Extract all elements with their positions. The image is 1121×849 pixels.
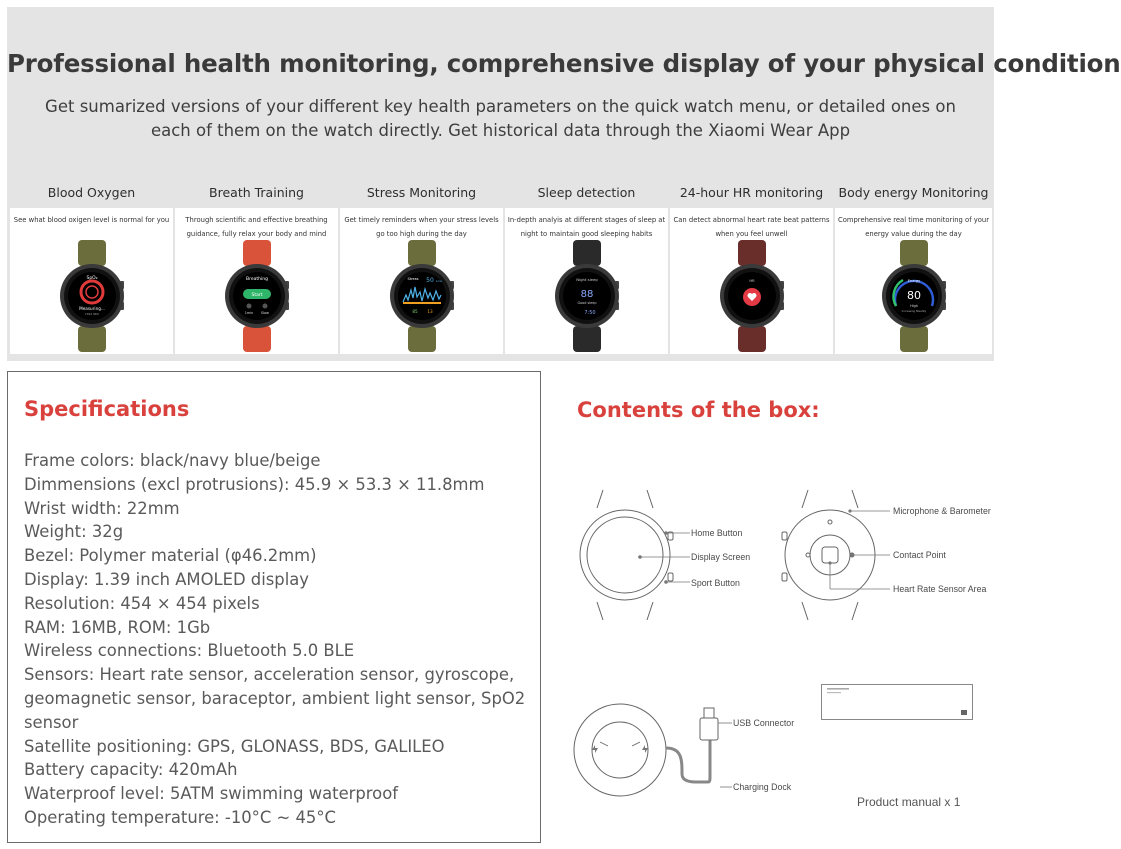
spec-item: Dimmensions (excl protrusions): 45.9 × 53.3 × 11.8mm bbox=[24, 474, 485, 494]
watch-image-blood-oxygen bbox=[57, 240, 127, 352]
feature-card-body bbox=[505, 208, 668, 354]
spec-item: Operating temperature: -10°C ~ 45°C bbox=[24, 807, 336, 827]
watch-screen-unit: High bbox=[909, 304, 918, 308]
label-microphone-barometer: Microphone & Barometer bbox=[893, 506, 991, 516]
label-contact-point: Contact Point bbox=[893, 550, 946, 560]
watch-screen-label: Stress bbox=[406, 277, 419, 281]
label-display-screen: Display Screen bbox=[691, 552, 751, 562]
spec-item: Satellite positioning: GPS, GLONASS, BDS, GALILEO bbox=[24, 736, 445, 756]
watch-image-breath-training bbox=[222, 240, 292, 352]
watch-screen-value: 80 bbox=[906, 289, 921, 302]
lightning-icon bbox=[592, 745, 598, 753]
watch-image-body-energy bbox=[879, 240, 949, 352]
spec-item: Wireless connections: Bluetooth 5.0 BLE bbox=[24, 641, 355, 661]
watch-screen-right: 13 bbox=[426, 309, 433, 314]
feature-card-description: Through scientific and effective breathing guidance, fully relax your body and mind bbox=[185, 216, 328, 238]
health-feature-cards bbox=[7, 184, 994, 360]
watch-screen-label: Night sleep bbox=[575, 277, 598, 282]
specifications-title: Specifications bbox=[24, 397, 190, 421]
watch-screen-sub: Increasing Steadily bbox=[901, 310, 926, 313]
lightning-icon bbox=[642, 745, 648, 753]
watch-screen-label: Energy bbox=[907, 279, 920, 283]
watch-screen-unit: Good sleep bbox=[576, 301, 597, 305]
watch-screen-unit: Low bbox=[435, 279, 442, 283]
feature-card-hr-monitoring bbox=[670, 184, 833, 354]
spec-item: Bezel: Polymer material (φ46.2mm) bbox=[24, 546, 317, 566]
feature-card-title: Body energy Monitoring bbox=[838, 185, 989, 200]
watch-screen-bottom: 7:50 bbox=[583, 310, 596, 316]
watch-screen-label: HR bbox=[748, 279, 755, 283]
spec-item: Waterproof level: 5ATM swimming waterproof bbox=[24, 784, 399, 804]
feature-card-sleep-detection bbox=[505, 184, 668, 354]
feature-card-description: Get timely reminders when your stress levels go too high during the day bbox=[344, 216, 499, 238]
watch-screen-label: Breathing bbox=[245, 277, 268, 282]
spec-item: Display: 1.39 inch AMOLED display bbox=[24, 569, 309, 589]
watch-screen-text: Measuring... bbox=[78, 306, 105, 311]
feature-card-body bbox=[670, 208, 833, 354]
box-contents-title: Contents of the box: bbox=[577, 398, 820, 422]
spec-item: Battery capacity: 420mAh bbox=[24, 760, 238, 780]
watch-screen-button: Start bbox=[251, 293, 262, 298]
watch-image-stress-monitoring bbox=[387, 240, 457, 352]
health-subhead: Get sumarized versions of your different key health parameters on the quick watch menu, or detailed ones on each of them on the watch directly. Get historical data through the Xiaomi Wear App bbox=[45, 97, 956, 140]
watch-screen-right: Slow bbox=[260, 311, 269, 315]
watch-screen-label: SpO₂ bbox=[85, 276, 98, 281]
watch-image-sleep-detection bbox=[552, 240, 622, 352]
label-charging-dock: Charging Dock bbox=[733, 782, 792, 792]
spec-item: Sensors: Heart rate sensor, acceleration sensor, gyroscope, geomagnetic sensor, baraceptor, ambient light sensor, SpO2 sensor bbox=[24, 665, 526, 732]
spec-item: Wrist width: 22mm bbox=[24, 498, 180, 518]
spec-item: Resolution: 454 × 454 pixels bbox=[24, 593, 260, 613]
watch-image-hr-monitoring bbox=[717, 240, 787, 352]
health-monitoring-panel bbox=[7, 7, 1121, 361]
feature-card-description: In-depth analyis at different stages of sleep at night to maintain good sleeping habits bbox=[507, 216, 666, 238]
feature-card-body bbox=[835, 208, 992, 354]
label-product-manual: Product manual x 1 bbox=[857, 795, 961, 809]
feature-card-stress-monitoring bbox=[340, 184, 503, 354]
feature-card-body bbox=[340, 208, 503, 354]
label-hr-sensor-area: Heart Rate Sensor Area bbox=[893, 584, 987, 594]
feature-card-blood-oxygen bbox=[10, 184, 173, 354]
back-callout-lines bbox=[850, 505, 894, 595]
feature-card-title: 24-hour HR monitoring bbox=[679, 185, 824, 200]
watch-screen-value: 50 bbox=[425, 277, 434, 284]
label-usb-connector: USB Connector bbox=[733, 718, 795, 728]
feature-card-description: See what blood oxigen level is normal for you bbox=[13, 216, 170, 224]
feature-card-description: Comprehensive real time monitoring of your energy value during the day bbox=[837, 216, 990, 238]
spec-item: RAM: 16MB, ROM: 1Gb bbox=[24, 617, 211, 637]
charging-dock-diagram bbox=[570, 700, 740, 800]
feature-card-breath-training bbox=[175, 184, 338, 354]
watch-screen-value: 88 bbox=[580, 289, 593, 300]
feature-card-title: Sleep detection bbox=[537, 185, 636, 200]
feature-card-title: Blood Oxygen bbox=[47, 185, 136, 200]
feature-card-body-energy bbox=[835, 184, 992, 354]
label-sport-button: Sport Button bbox=[691, 578, 740, 588]
watch-screen-sub: Hold Still bbox=[84, 312, 99, 316]
watch-screen-left: 85 bbox=[411, 309, 418, 314]
watch-screen-left: 1min bbox=[244, 311, 253, 315]
feature-card-title: Breath Training bbox=[209, 185, 304, 200]
specifications-list bbox=[24, 449, 529, 830]
health-headline: Professional health monitoring, comprehensive display of your physical condition bbox=[7, 49, 1121, 78]
spec-item: Weight: 32g bbox=[24, 522, 124, 542]
product-manual-diagram bbox=[821, 684, 973, 720]
feature-card-body bbox=[175, 208, 338, 354]
specifications-box bbox=[7, 371, 541, 843]
label-home-button: Home Button bbox=[691, 528, 743, 538]
feature-card-body bbox=[10, 208, 173, 354]
feature-card-title: Stress Monitoring bbox=[366, 185, 477, 200]
spec-item: Frame colors: black/navy blue/beige bbox=[24, 451, 321, 470]
feature-card-description: Can detect abnormal heart rate beat patterns when you feel unwell bbox=[673, 216, 830, 238]
